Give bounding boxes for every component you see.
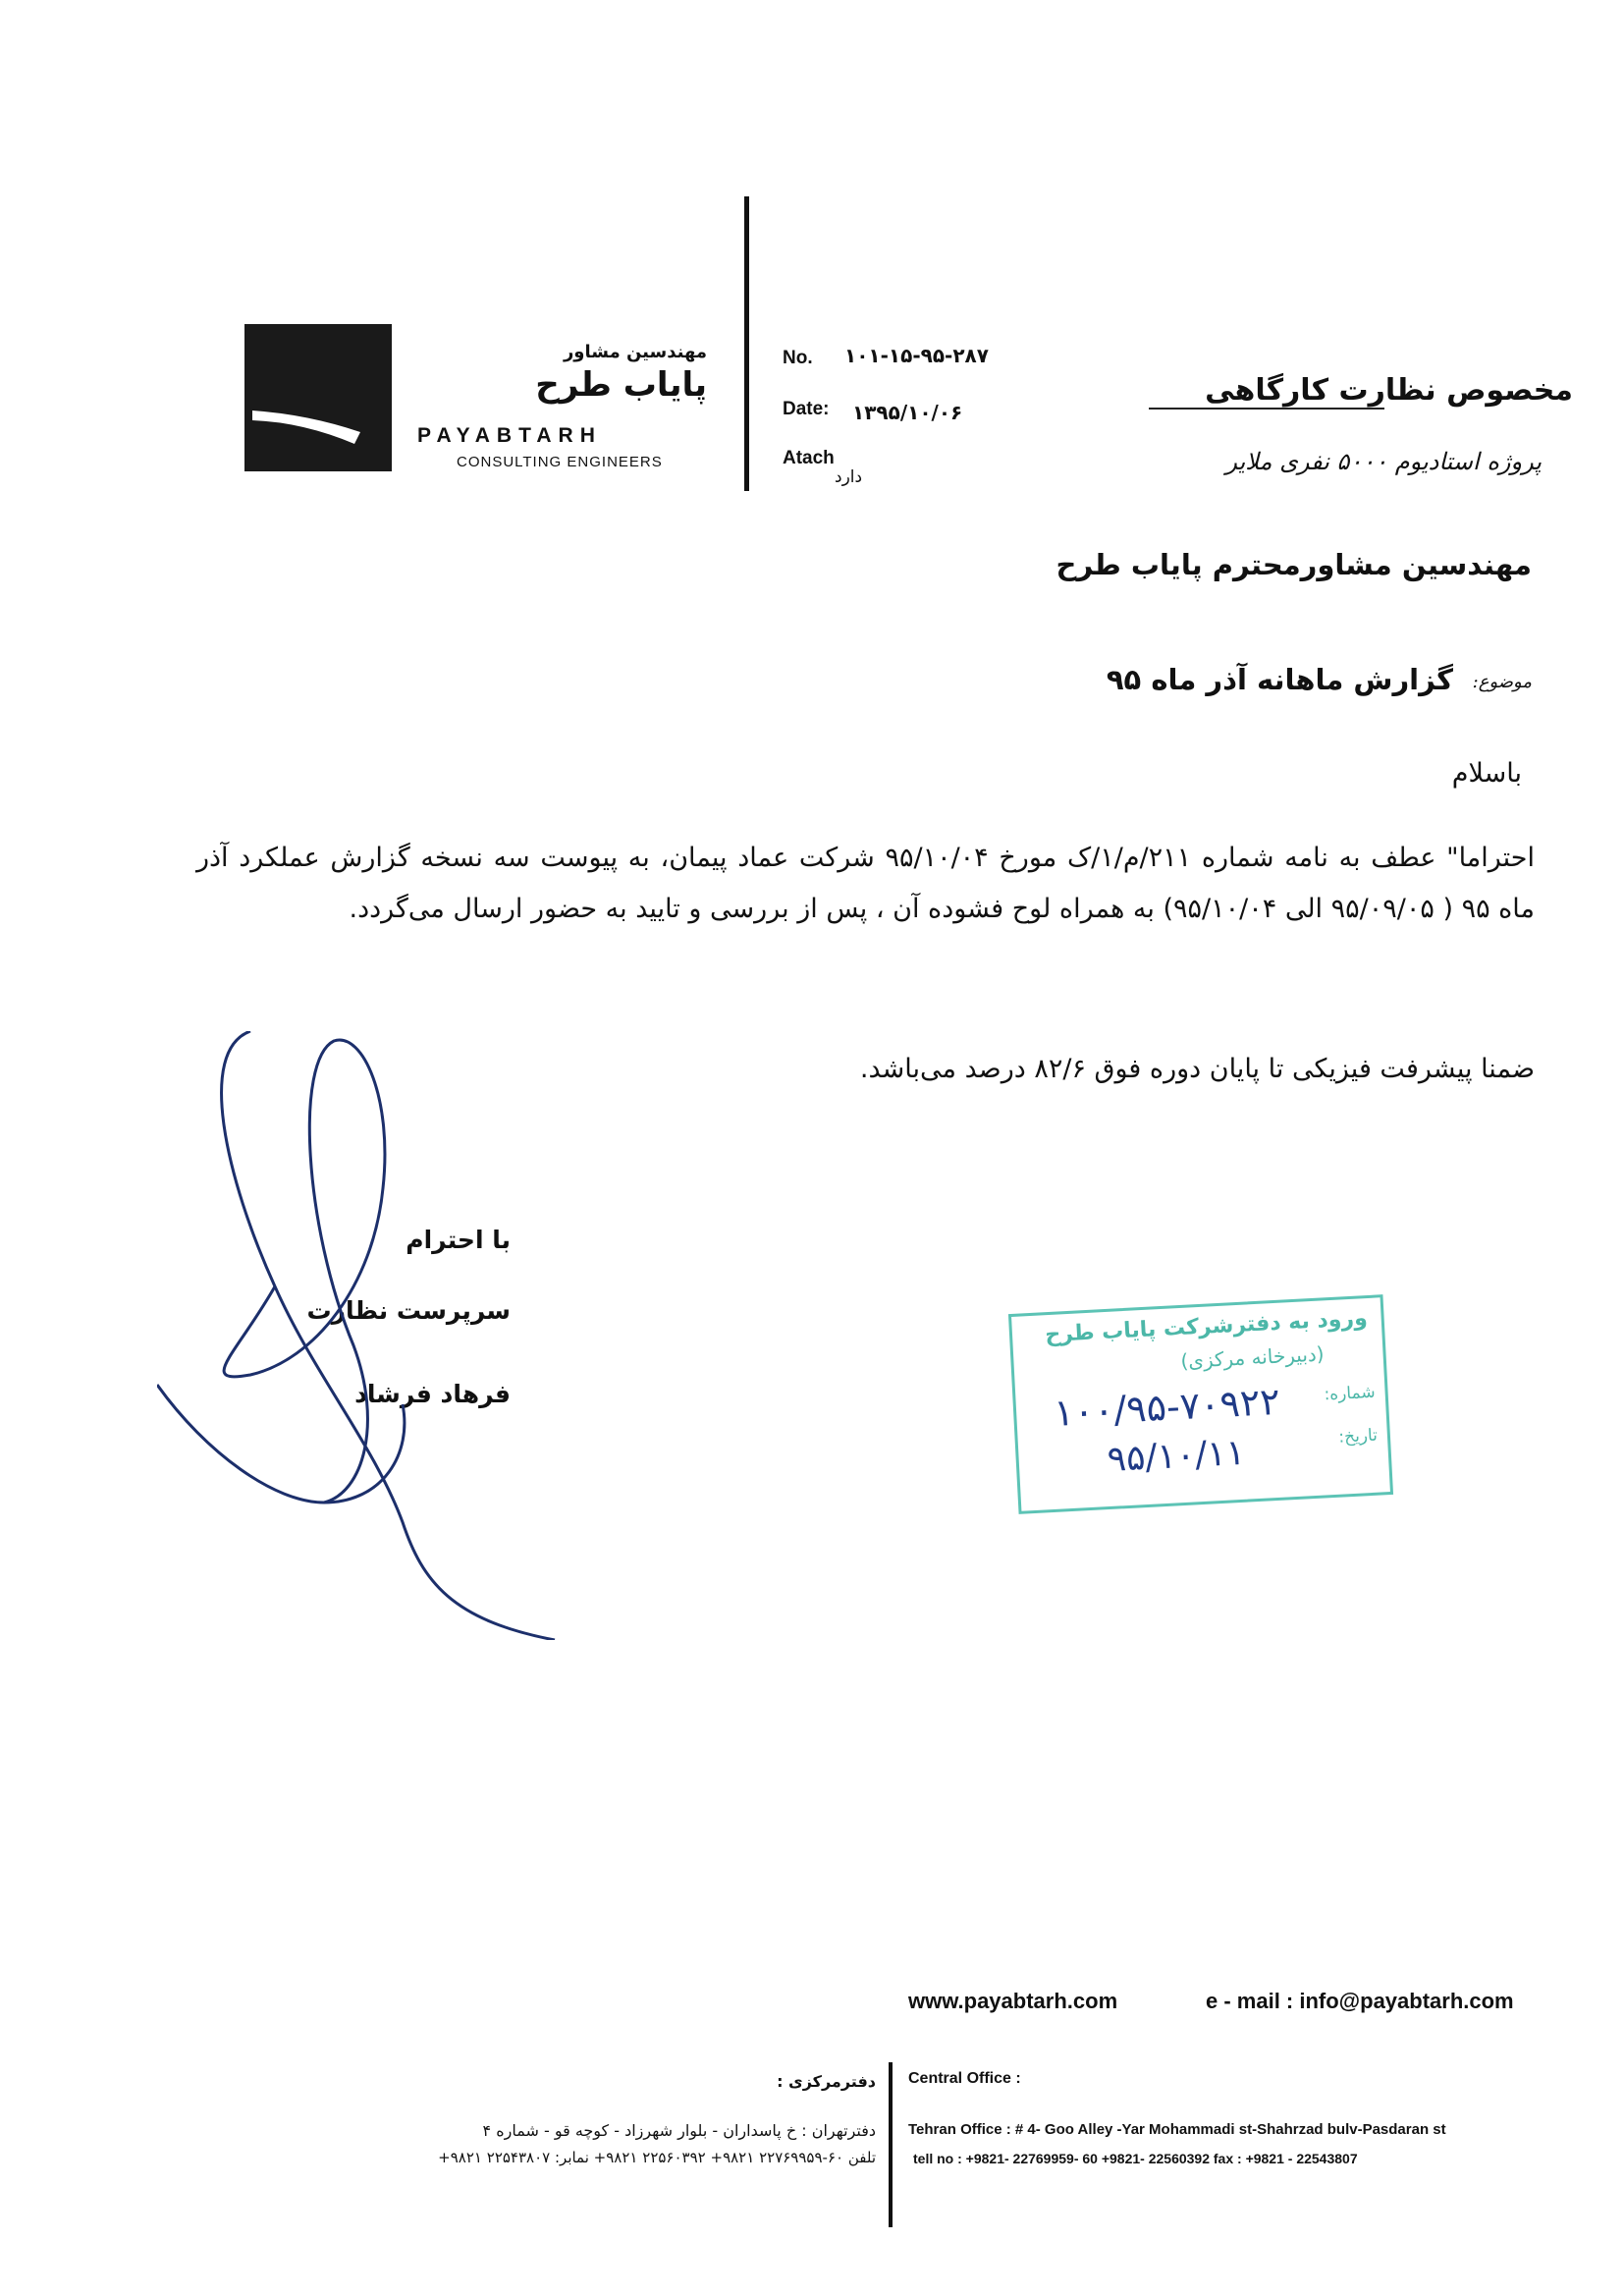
number-value: ۱۰۱-۱۵-۹۵-۲۸۷	[844, 344, 989, 367]
signer-name: فرهاد فرشاد	[354, 1380, 511, 1408]
stamp-handwritten-date: ۹۵/۱۰/۱۱	[1106, 1432, 1246, 1481]
tehran-office-fa-address: دفترتهران : خ پاسداران - بلوار شهرزاد - کوچه قو - شماره ۴	[482, 2121, 876, 2140]
website-link[interactable]: www.payabtarh.com	[908, 1989, 1118, 2013]
receipt-stamp	[1008, 1294, 1393, 1514]
body-paragraph-1: احتراما" عطف به نامه شماره ۲۱۱/م/۱/ک مورخ ۹۵/۱۰/۰۴ شرکت عماد پیمان، به پیوست سه نسخه گزارش عملکرد آذر ماه ۹۵ ( ۹۵/۰۹/۰۵ الی ۹۵/۱۰/۰۴) به همراه لوح فشوده آن ، پس از بررسی و تایید به حضور ارسال می‌گردد.	[196, 843, 1535, 924]
header-divider	[744, 196, 749, 491]
stamp-date-label: تاریخ:	[1337, 1425, 1379, 1448]
email-link[interactable]: e - mail : info@payabtarh.com	[1206, 1989, 1514, 2013]
logo-english-subtitle: CONSULTING ENGINEERS	[457, 454, 663, 470]
stamp-line-1: ورود به دفترشرکت پایاب طرح	[1044, 1306, 1369, 1348]
number-label: No.	[783, 348, 813, 368]
central-office-en-label: Central Office :	[908, 2070, 1021, 2087]
central-office-fa-label: دفترمرکزی :	[777, 2072, 876, 2091]
project-title: پروژه استادیوم ۵۰۰۰ نفری ملایر	[1225, 448, 1542, 475]
recipient: مهندسین مشاورمحترم پایاب طرح	[1056, 548, 1532, 581]
subject: گزارش ماهانه آذر ماه ۹۵	[1106, 663, 1453, 696]
stamp-number-label: شماره:	[1324, 1382, 1377, 1405]
logo-english-name: PAYABTARH	[417, 424, 602, 447]
stamp-handwritten-number: ۱۰۰/۹۵-۷۰۹۲۲	[1053, 1379, 1281, 1435]
handwritten-signature	[157, 1031, 589, 1640]
date-value: ۱۳۹۵/۱۰/۰۶	[852, 401, 963, 424]
subject-label: موضوع:	[1472, 672, 1532, 692]
logo-persian-subtitle: مهندسین مشاور	[563, 342, 707, 362]
attachment-label: Atach	[783, 448, 835, 468]
special-heading: مخصوص نظارت کارگاهی	[1205, 373, 1573, 408]
logo-graphic	[244, 324, 392, 471]
body-paragraph-2: ضمنا پیشرفت فیزیکی تا پایان دوره فوق ۸۲/۶ درصد می‌باشد.	[859, 1054, 1535, 1084]
company-logo-mark	[244, 324, 392, 471]
logo-persian-name: پایاب طرح	[535, 365, 707, 405]
closing: با احترام	[406, 1226, 511, 1254]
attachment-value: دارد	[835, 467, 863, 487]
greeting: باسلام	[1451, 758, 1522, 789]
footer-divider	[889, 2062, 893, 2227]
tehran-office-en-phones: tell no : +9821- 22769959- 60 +9821- 22560392 fax : +9821 - 22543807	[913, 2151, 1358, 2166]
tehran-office-en-address: Tehran Office : # 4- Goo Alley -Yar Mohammadi st-Shahrzad bulv-Pasdaran st	[908, 2121, 1446, 2138]
signer-title: سرپرست نظارت	[306, 1296, 511, 1325]
tehran-office-fa-phones: تلفن ۶۰-۲۲۷۶۹۹۵۹ ۹۸۲۱+ ۲۲۵۶۰۳۹۲ ۹۸۲۱+ نمابر: ۲۲۵۴۳۸۰۷ ۹۸۲۱+	[438, 2149, 876, 2166]
stamp-line-2: (دبیرخانه مرکزی)	[1179, 1341, 1326, 1373]
date-label: Date:	[783, 399, 830, 419]
special-underline	[1149, 408, 1384, 410]
